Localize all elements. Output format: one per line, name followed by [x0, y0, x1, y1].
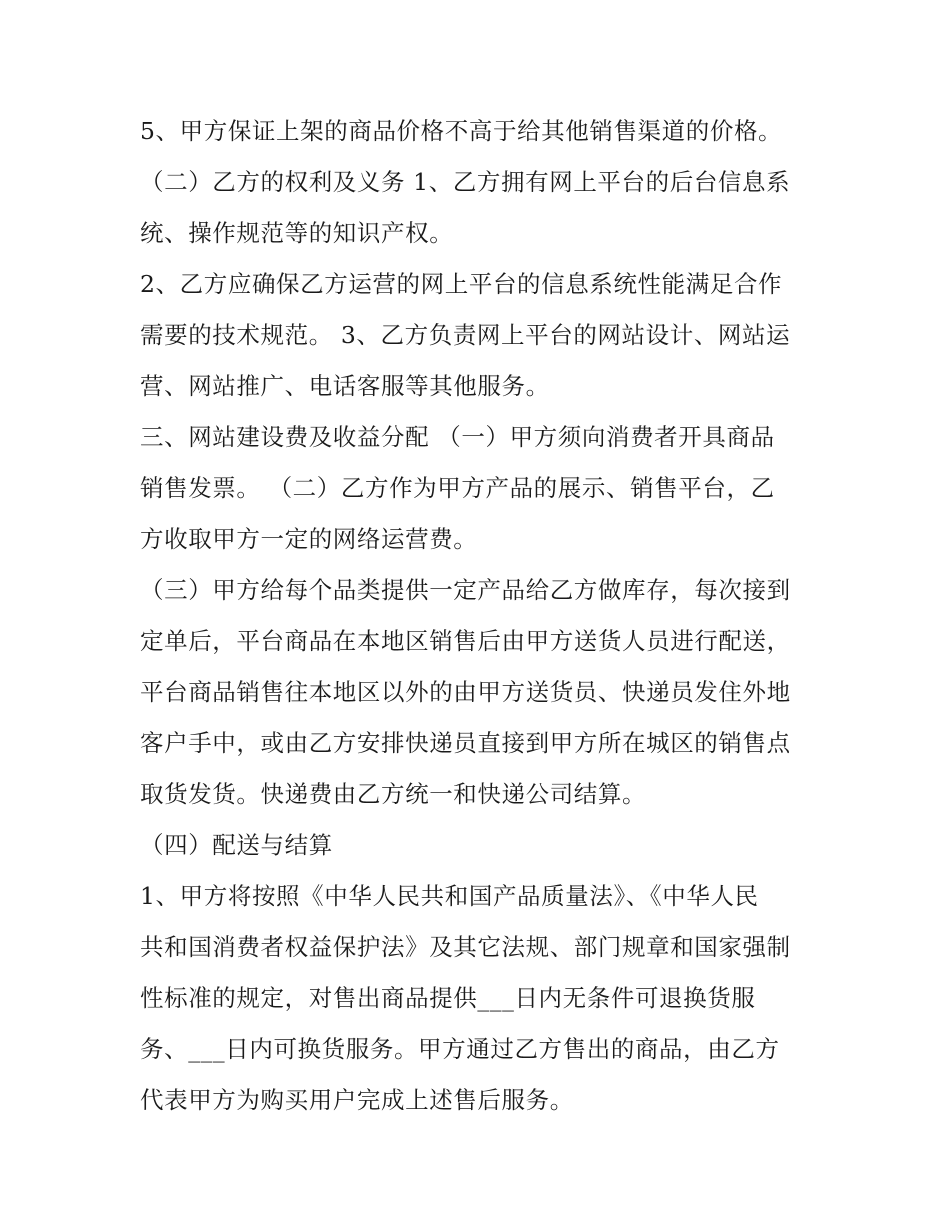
text-line: 销售发票。 （二）乙方作为甲方产品的展示、销售平台，乙 — [140, 474, 775, 502]
text-line: 定单后，平台商品在本地区销售后由甲方送货人员进行配送， — [140, 627, 791, 655]
document-body — [140, 106, 820, 1126]
text-line: （三）甲方给每个品类提供一定产品给乙方做库存，每次接到 — [140, 576, 791, 604]
text-line: 方收取甲方一定的网络运营费。 — [140, 525, 478, 553]
text-line: 5、甲方保证上架的商品价格不高于给其他销售渠道的价格。 — [140, 117, 783, 145]
text-line: 营、网站推广、电话客服等其他服务。 — [140, 372, 550, 400]
text-line: 共和国消费者权益保护法》及其它法规、部门规章和国家强制 — [140, 933, 791, 961]
text-line: 统、操作规范等的知识产权。 — [140, 219, 454, 247]
text-line: （四）配送与结算 — [140, 831, 333, 859]
text-line: 客户手中，或由乙方安排快递员直接到甲方所在城区的销售点 — [140, 729, 791, 757]
text-line: 取货发货。快递费由乙方统一和快递公司结算。 — [140, 780, 647, 808]
text-line: （二）乙方的权利及义务 1、乙方拥有网上平台的后台信息系 — [140, 168, 791, 196]
text-line: 三、网站建设费及收益分配 （一）甲方须向消费者开具商品 — [140, 423, 775, 451]
text-line: 1、甲方将按照《中华人民共和国产品质量法》、《中华人民 — [140, 882, 759, 910]
text-line: 代表甲方为购买用户完成上述售后服务。 — [140, 1086, 574, 1114]
text-line: 平台商品销售往本地区以外的由甲方送货员、快递员发住外地 — [140, 678, 791, 706]
text-line: 2、乙方应确保乙方运营的网上平台的信息系统性能满足合作 — [140, 270, 783, 298]
text-line: 性标准的规定，对售出商品提供___日内无条件可退换货服 — [140, 984, 756, 1012]
text-line: 需要的技术规范。 3、乙方负责网上平台的网站设计、网站运 — [140, 321, 791, 349]
text-line: 务、___日内可换货服务。甲方通过乙方售出的商品，由乙方 — [140, 1035, 780, 1063]
